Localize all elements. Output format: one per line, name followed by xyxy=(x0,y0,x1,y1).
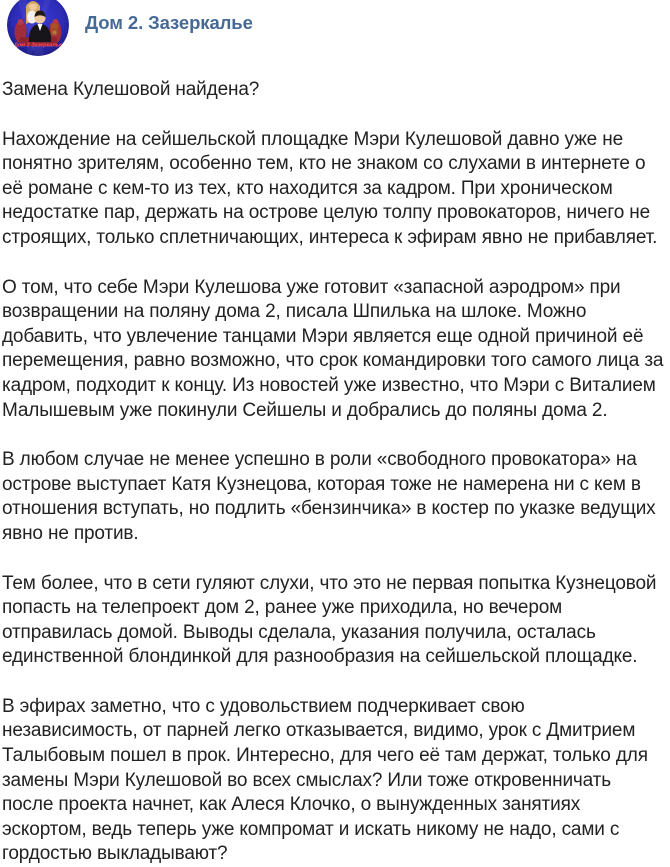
post-paragraph: Нахождение на сейшельской площадке Мэри Кулешовой давно уже не понятно зрителям, особенно тем, кто не знаком со слухами в интернете о её романе с кем-то из тех, кто находится за кадром. При хроническом недостатке пар, держать на острове целую толпу провокаторов, ничего не строящих, только сплетничающих, интереса к эфирам явно не прибавляет. xyxy=(2,128,658,248)
post-paragraph: О том, что себе Мэри Кулешова уже готовит «запасной аэродром» при возвращении на поляну дома 2, писала Шпилька на шлоке. Можно добавить, что увлечение танцами Мэри является еще одной причиной её перемещения, равно возможно, что срок командировки того самого лица за кадром, подходит к концу. Из новостей уже известно, что Мэри с Виталием Малышевым уже покинули Сейшелы и добрались до поляны дома 2. xyxy=(2,276,664,421)
community-name-link[interactable]: Дом 2. Зазеркалье xyxy=(85,12,253,33)
avatar-caption-text: Дом 2 Зазеркалье xyxy=(13,42,63,49)
post-paragraph: В любом случае не менее успешно в роли «свободного провокатора» на острове выступает Катя Кузнецова, которая тоже не намерена ни с кем в отношения вступать, но подлить «бензинчика» в костер по указке ведущих явно не против. xyxy=(2,449,656,544)
avatar-image xyxy=(7,0,69,56)
post-header xyxy=(0,0,670,56)
community-avatar[interactable] xyxy=(7,0,69,56)
post-title: Замена Кулешовой найдена? xyxy=(2,79,260,100)
post-paragraph: В эфирах заметно, что с удовольствием подчеркивает свою независимость, от парней легко отказывается, видимо, урок с Дмитрием Талыбовым пошел в прок. Интересно, для чего её там держат, только для замены Мэри Кулешовой во всех смыслах? Или тоже откровенничать после проекта начнет, как Алеся Клочко, о вынужденных занятиях эскортом, ведь теперь уже компромат и искать никому не надо, сами с гордостью выкладывают? xyxy=(2,695,648,865)
avatar-teddy-bear xyxy=(50,23,59,36)
post-paragraph: Тем более, что в сети гуляют слухи, что это не первая попытка Кузнецовой попасть на телепроект дом 2, ранее уже приходила, но вечером отправилась домой. Выводы сделала, указания получила, осталась единственной блондинкой для разнообразия на сейшельской площадке. xyxy=(2,572,657,668)
post-body xyxy=(0,78,670,867)
